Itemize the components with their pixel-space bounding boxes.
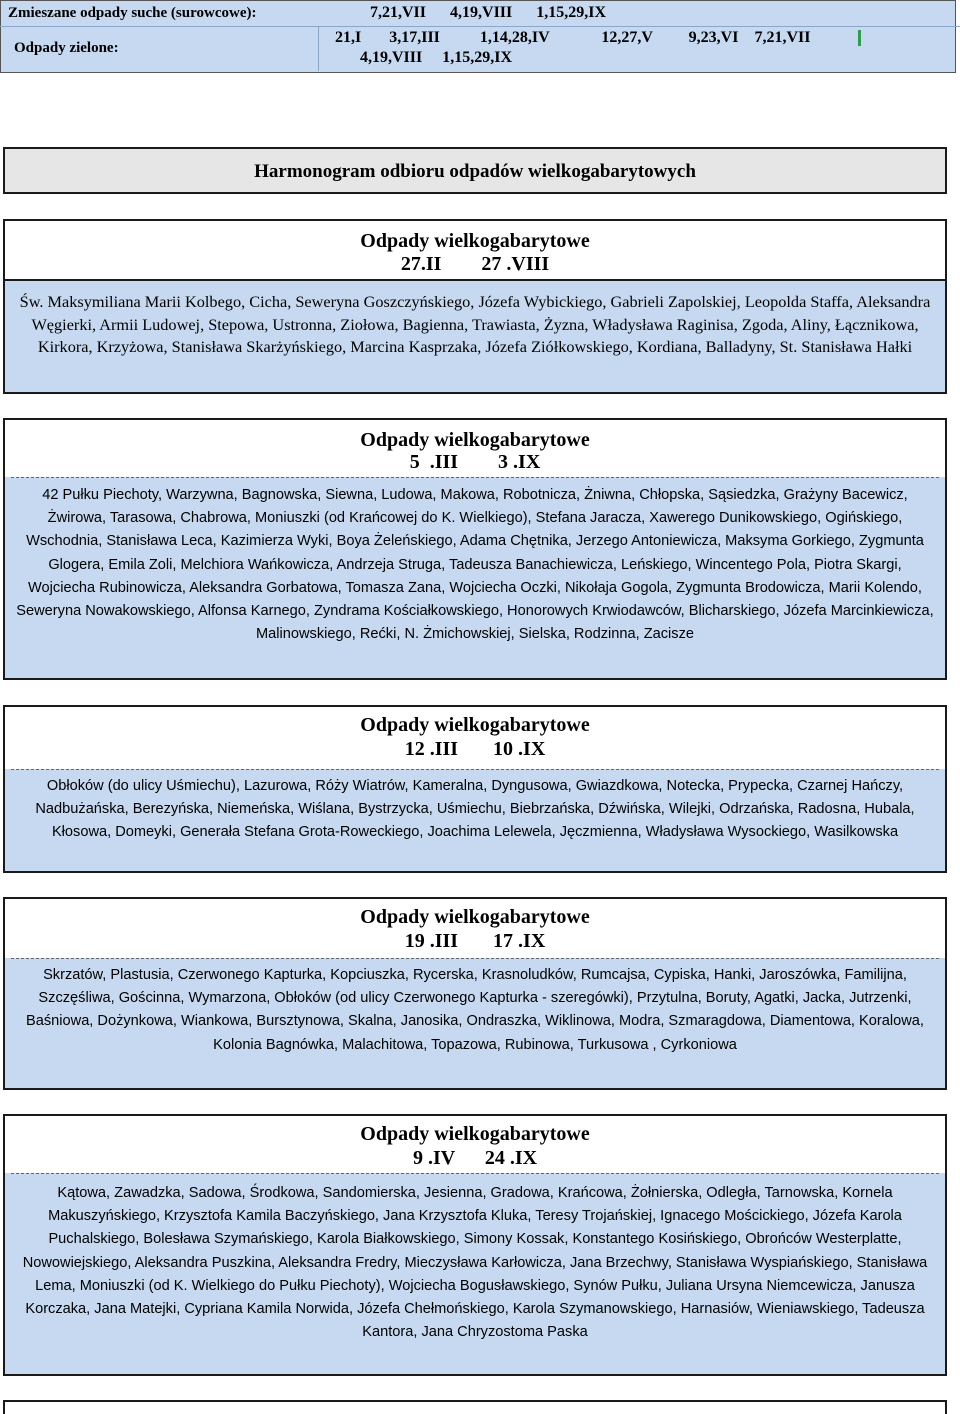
section-5-heading: Odpady wielkogabarytowe — [360, 1123, 590, 1145]
cursor-marker — [858, 30, 861, 46]
collection-dates-table — [0, 0, 956, 73]
section-5-streets: Kątowa, Zawadzka, Sadowa, Środkowa, Sandomierska, Jesienna, Gradowa, Krańcowa, Żołnierska, Odległa, Tarnowska, Kornela Makuszyńskiego, Krzysztofa Kamila Baczyńskiego, Jana Krzysztofa Kluka, Teresy Trojańskiej, Ignacego Mościckiego, Józefa Karola Puchalskiego, Bolesława Szymańskiego, Karola Białkowskiego, Simony Kossak, Konstantego Kosińskiego, Obrońców Westerplatte, Nowowiejskiego, Aleksandra Puszkina, Aleksandra Fredry, Mieczysława Karłowicza, Jana Brzechwy, Stanisława Wyspiańskiego, Stanisława Lema, Moniuszki (od K. Wielkiego do Pułku Piechoty), Wojciecha Bogusławskiego, Synów Pułku, Juliana Ursyna Niemcewicza, Janusza Korczaka, Jana Matejki, Cypriana Kamila Norwida, Józefa Chełmońskiego, Karola Szymanowskiego, Harnasiów, Wieniawskiego, Tadeusza Kantora, Jana Chryzostoma Paska — [22, 1185, 928, 1341]
section-4-dates: 19 .III 17 .IX — [404, 930, 546, 952]
section-5-dates: 9 .IV 24 .IX — [412, 1147, 538, 1169]
section-4 — [3, 897, 947, 1090]
section-2 — [3, 418, 947, 680]
section-2-heading: Odpady wielkogabarytowe — [360, 429, 590, 451]
divider — [11, 477, 939, 478]
cell-divider — [318, 26, 319, 71]
section-3-heading: Odpady wielkogabarytowe — [360, 714, 590, 736]
section-1-streets: Św. Maksymiliana Marii Kolbego, Cicha, Seweryna Goszczyńskiego, Józefa Wybickiego, Gabrieli Zapolskiej, Leopolda Staffa, Aleksandra Węgierki, Armii Ludowej, Stepowa, Ustronna, Ziołowa, Bagienna, Trawiasta, Żyzna, Władysława Raginisa, Zgoda, Aliny, Łącznikowa, Kirkora, Krzyżowa, Stanisława Skarżyńskiego, Marcina Kasprzaka, Józefa Ziółkowskiego, Kordiana, Balladyny, St. Stanisława Hałki — [19, 292, 931, 356]
green-waste-row — [0, 26, 960, 71]
green-waste-dates-line1: 21,I 3,17,III 1,14,28,IV 12,27,V 9,23,VI 7,21,VII — [335, 29, 811, 46]
section-1-header — [3, 219, 947, 281]
section-5 — [3, 1114, 947, 1376]
schedule-title: Harmonogram odbioru odpadów wielkogabarytowych — [254, 161, 696, 182]
section-3-streets: Obłoków (do ulicy Uśmiechu), Lazurowa, Róży Wiatrów, Kameralna, Dyngusowa, Gwiazdkowa, Notecka, Prypecka, Czarnej Hańczy, Nadbużańska, Berezyńska, Niemeńska, Wiślana, Bystrzycka, Uśmiechu, Biebrzańska, Dźwińska, Wilejki, Odrzańska, Radosna, Hubala, Kłosowa, Domeyki, Generała Stefana Grota-Roweckiego, Joachima Lelewela, Jęczmienna, Władysława Wysockiego, Wasilkowska — [35, 778, 915, 841]
section-4-heading: Odpady wielkogabarytowe — [360, 906, 590, 928]
section-3 — [3, 705, 947, 873]
section-1-heading: Odpady wielkogabarytowe — [360, 230, 590, 252]
mixed-waste-dates: 7,21,VII 4,19,VIII 1,15,29,IX — [370, 4, 607, 21]
mixed-waste-label: Zmieszane odpady suche (surowcowe): — [8, 5, 257, 21]
section-1-dates: 27.II 27 .VIII — [400, 253, 550, 275]
section-3-dates: 12 .III 10 .IX — [404, 738, 546, 760]
divider — [11, 958, 939, 959]
schedule-title-box — [3, 147, 947, 194]
green-waste-dates-line2: 4,19,VIII 1,15,29,IX — [360, 49, 513, 66]
divider — [11, 1173, 939, 1174]
mixed-waste-row — [0, 0, 960, 27]
section-1-streets-box — [3, 279, 947, 394]
section-4-streets: Skrzatów, Plastusia, Czerwonego Kapturka, Kopciuszka, Rycerska, Krasnoludków, Rumcajsa, Cypiska, Hanki, Jaroszówka, Familijna, Szczęśliwa, Gościnna, Wymarzona, Obłoków (od ulicy Czerwonego Kapturka - szeregówki), Przytulna, Boruty, Agatki, Jacka, Jutrzenki, Baśniowa, Dożynkowa, Wiankowa, Bursztynowa, Skalna, Janosika, Ondraszka, Wiklinowa, Modra, Szmaragdowa, Diamentowa, Koralowa, Kolonia Bagnówka, Malachitowa, Topazowa, Rubinowa, Turkusowa , Cyrkoniowa — [26, 967, 924, 1053]
green-waste-label: Odpady zielone: — [14, 40, 119, 56]
section-2-dates: 5 .III 3 .IX — [409, 451, 541, 473]
section-2-streets: 42 Pułku Piechoty, Warzywna, Bagnowska, Siewna, Ludowa, Makowa, Robotnicza, Żniwna, Chłopska, Sąsiedzka, Grażyny Bacewicz, Żwirowa, Tarasowa, Chabrowa, Moniuszki (od Krańcowej do K. Wielkiego), Stefana Jaracza, Xawerego Dunikowskiego, Ogińskiego, Wschodnia, Stanisława Leca, Kazimierza Wyki, Boya Żeleńskiego, Adama Chętnika, Jerzego Antoniewicza, Maksyma Gorkiego, Zygmunta Glogera, Emila Zoli, Melchiora Wańkowicza, Andrzeja Struga, Tadeusza Banachiewicza, Leńskiego, Wincentego Pola, Piotra Skargi, Wojciecha Rubinowicza, Aleksandra Gorbatowa, Tomasza Zana, Wojciecha Oczki, Nikołaja Gogola, Zygmunta Brodowicza, Marii Kolendo, Seweryna Nowakowskiego, Alfonsa Karnego, Zyndrama Kościałkowskiego, Honorowych Krwiodawców, Blicharskiego, Józefa Marcinkiewicza, Malinowskiego, Rećki, N. Żmichowskiej, Sielska, Rodzinna, Zacisze — [16, 487, 934, 643]
divider — [11, 769, 939, 770]
